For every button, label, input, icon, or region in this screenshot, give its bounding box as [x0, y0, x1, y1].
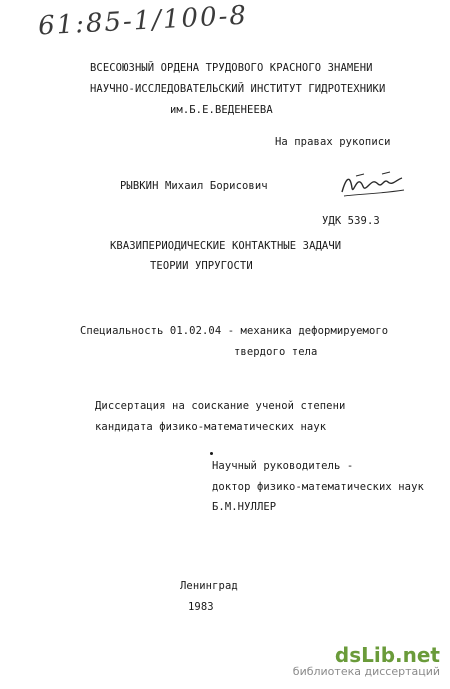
supervisor-line-2: доктор физико-математических наук [212, 481, 424, 493]
handwritten-catalog-number: 61:85-1/100-8 [37, 0, 249, 42]
dissertation-line-1: Диссертация на соискание ученой степени [95, 400, 346, 412]
year: 1983 [188, 601, 214, 613]
specialty-line-2: твердого тела [234, 346, 318, 358]
institution-line-3: им.Б.Е.ВЕДЕНЕЕВА [170, 104, 273, 116]
dissertation-line-2: кандидата физико-математических наук [95, 421, 327, 433]
manuscript-note: На правах рукописи [275, 136, 391, 148]
specialty-line-1: Специальность 01.02.04 - механика деформируемого [80, 325, 389, 337]
watermark-subtitle: библиотека диссертаций [292, 665, 440, 678]
udk-code: УДК 539.3 [322, 215, 380, 227]
watermark-brand: dsLib.net [334, 643, 440, 667]
title-line-2: ТЕОРИИ УПРУГОСТИ [150, 260, 253, 272]
city: Ленинград [180, 580, 238, 592]
title-line-1: КВАЗИПЕРИОДИЧЕСКИЕ КОНТАКТНЫЕ ЗАДАЧИ [110, 240, 342, 252]
author-signature-icon [338, 168, 408, 200]
institution-line-1: ВСЕСОЮЗНЫЙ ОРДЕНА ТРУДОВОГО КРАСНОГО ЗНАМЕНИ [90, 62, 373, 74]
institution-line-2: НАУЧНО-ИССЛЕДОВАТЕЛЬСКИЙ ИНСТИТУТ ГИДРОТЕХНИКИ [90, 83, 386, 95]
supervisor-line-3: Б.М.НУЛЛЕР [212, 501, 277, 513]
supervisor-line-1: Научный руководитель - [212, 460, 354, 472]
author-name: РЫВКИН Михаил Борисович [120, 180, 268, 192]
ink-dot [210, 452, 213, 455]
